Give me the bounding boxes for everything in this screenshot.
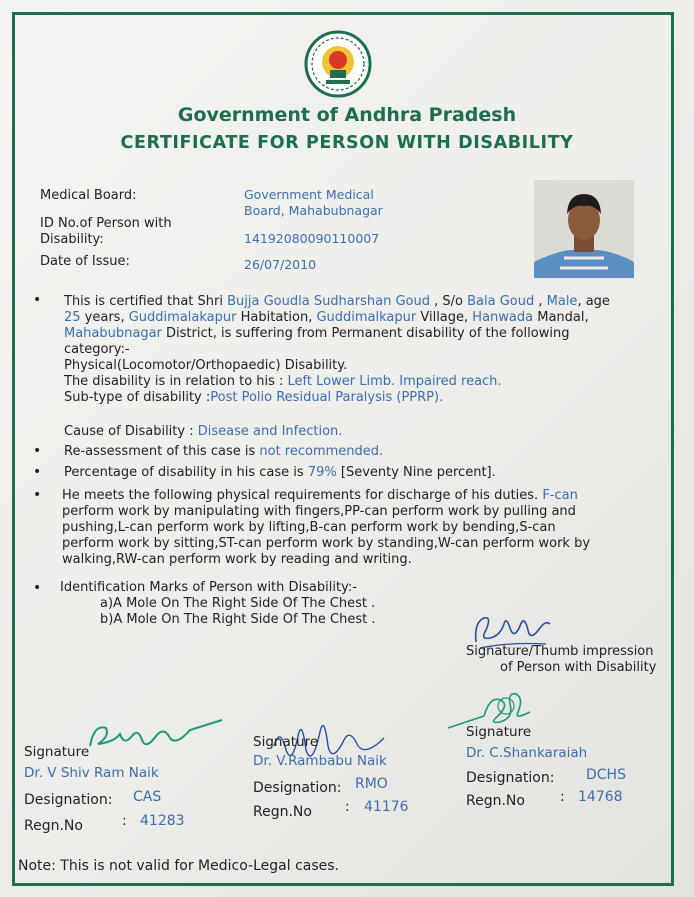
designation-label: Designation: (466, 770, 555, 786)
medical-board-value-line2: Board, Mahabubnagar (244, 203, 383, 218)
andhra-pradesh-emblem-icon (304, 30, 372, 98)
reassessment: Re-assessment of this case is not recommended. (64, 444, 384, 459)
bullet: • (33, 464, 42, 480)
footer-note: Note: This is not valid for Medico-Legal cases. (18, 858, 340, 874)
certification-line2: 25 years, Guddimalakapur Habitation, Guddimalkapur Village, Hanwada Mandal, (64, 310, 589, 325)
requirements-line2: perform work by manipulating with fingers,PP-can perform work by pulling and (62, 504, 576, 519)
medical-board-value-line1: Government Medical (244, 187, 374, 202)
identification-marks-label: Identification Marks of Person with Disability:- (60, 580, 357, 595)
signatory-name: Dr. V.Rambabu Naik (253, 753, 387, 769)
regn-label: Regn.No (24, 818, 83, 834)
id-value: 14192080090110007 (244, 231, 380, 246)
regn-value: 41283 (140, 813, 185, 829)
percentage-of-disability: Percentage of disability in his case is 79% [Seventy Nine percent]. (64, 465, 496, 480)
signature-label: Signature (24, 744, 90, 760)
person-photo (534, 180, 634, 278)
identification-mark-a: a)A Mole On The Right Side Of The Chest . (100, 596, 376, 611)
certification-line4: category:- (64, 342, 130, 357)
person-signature-label-line2: of Person with Disability (500, 660, 657, 675)
signature-image-cas (80, 716, 230, 760)
regn-label: Regn.No (253, 804, 312, 820)
designation-label: Designation: (253, 780, 342, 796)
signature-label: Signature (253, 734, 319, 750)
signature-label: Signature (466, 724, 532, 740)
regn-separator: : (560, 789, 565, 805)
requirements-line4: perform work by sitting,ST-can perform work by standing,W-can perform work by (62, 536, 591, 551)
cause-of-disability: Cause of Disability : Disease and Infection. (64, 424, 343, 439)
certification-line3: Mahabubnagar District, is suffering from Permanent disability of the following (64, 326, 570, 341)
regn-value: 14768 (578, 789, 623, 805)
person-signature-label-line1: Signature/Thumb impression (466, 644, 654, 659)
certification-line1: This is certified that Shri Bujja Goudla Sudharshan Goud , S/o Bala Goud , Male, age (64, 294, 610, 309)
regn-label: Regn.No (466, 793, 525, 809)
regn-value: 41176 (364, 799, 409, 815)
designation-label: Designation: (24, 792, 113, 808)
identification-mark-b: b)A Mole On The Right Side Of The Chest . (100, 612, 376, 627)
bullet: • (33, 443, 42, 459)
designation-value: DCHS (586, 767, 626, 783)
signatory-name: Dr. C.Shankaraiah (466, 745, 588, 761)
government-title: Government of Andhra Pradesh (177, 104, 517, 126)
disability-relation: The disability is in relation to his : Left Lower Limb. Impaired reach. (64, 374, 502, 389)
certificate-title: CERTIFICATE FOR PERSON WITH DISABILITY (120, 133, 574, 153)
disability-category: Physical(Locomotor/Orthopaedic) Disability. (64, 358, 348, 373)
designation-value: RMO (355, 776, 388, 792)
requirements-line5: walking,RW-can perform work by reading and writing. (62, 552, 412, 567)
date-label: Date of Issue: (40, 254, 130, 269)
id-label-line1: ID No.of Person with (40, 216, 172, 231)
designation-value: CAS (133, 789, 162, 805)
regn-separator: : (122, 813, 127, 829)
bullet: • (33, 292, 42, 308)
signatory-name: Dr. V Shiv Ram Naik (24, 765, 159, 781)
date-value: 26/07/2010 (244, 257, 317, 272)
bullet: • (33, 487, 42, 503)
disability-subtype: Sub-type of disability :Post Polio Residual Paralysis (PPRP). (64, 390, 444, 405)
id-label-line2: Disability: (40, 232, 104, 247)
bullet: • (33, 580, 42, 596)
requirements-line1: He meets the following physical requirements for discharge of his duties. F-can (62, 488, 578, 503)
requirements-line3: pushing,L-can perform work by lifting,B-can perform work by bending,S-can (62, 520, 556, 535)
regn-separator: : (345, 799, 350, 815)
medical-board-label: Medical Board: (40, 188, 137, 203)
